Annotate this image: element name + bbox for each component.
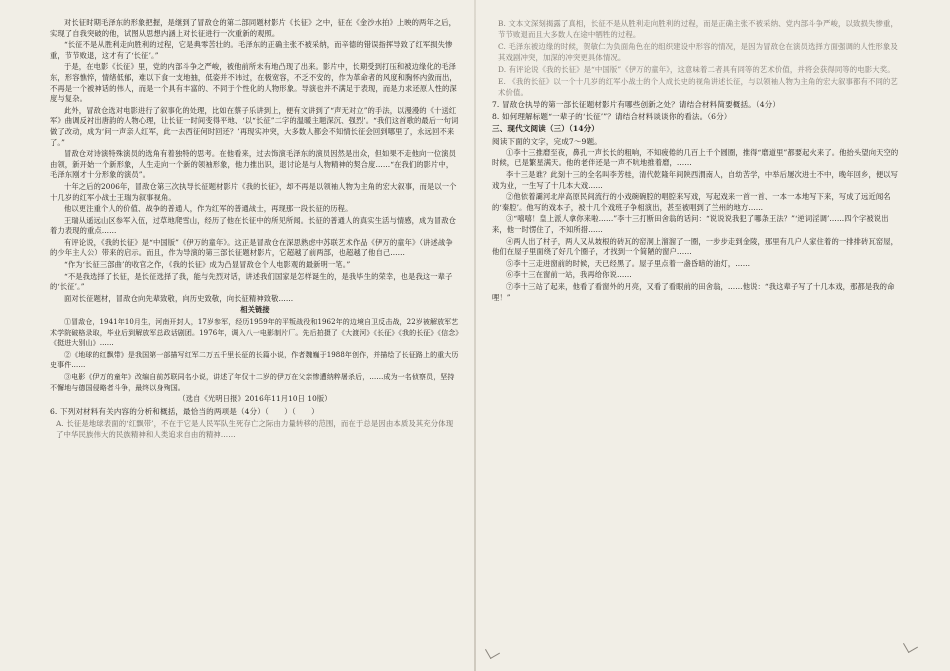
- related-link-item: ②《地球的红飘带》是我国第一部描写红军二万五千里长征的长篇小说，作者魏巍于1988年创作，并描绘了长征路上的重大历史事件……: [50, 350, 459, 370]
- story-paragraph: ⑤李十三走进窗前的时候，天已经黑了。屋子里点着一盏昏暗的油灯，……: [506, 258, 751, 268]
- page-fold: [474, 0, 476, 671]
- article-paragraph: 冒敌仓对诗演特殊演员的选角有着独特的思考。在他看来，过去饰演毛泽东的演员因然是出众，但如果不走他向一位演员由领，新开始一个新形象，人生走向一个新的领袖形象，他力推出识，退讨论是与人物精神的契合度……“在我们的影片中，毛泽东刚才十分形象的演员”。: [50, 149, 457, 180]
- right-page: [482, 0, 912, 671]
- option-b: B. 文本文深刻揭露了真相，长征不是从胜利走向胜利的过程，而是正确主张不被采纳、党内部斗争严峻，以致损失惨重，节节败退而且大多数人在途中牺牲的过程。: [498, 19, 898, 39]
- article-paragraph: 他以更注重个人的价值、战争的普通人，作为红军的普通战士，再现那一段长征的历程。: [64, 204, 353, 214]
- left-page: [40, 0, 470, 671]
- option-d: D. 有评论说《我的长征》是“中国版”《伊万的童年》，这意味着二者具有同等的艺术价值，并将会获得同等的电影大奖。: [498, 65, 895, 74]
- story-paragraph: 李十三是谁？此刻十三的全名叫李芳桂，清代乾隆年间陕西渭南人，自幼苦学，中举后屡次进士不中，晚年回乡，便以写戏为业，一生写了十几本大戏……: [492, 170, 899, 190]
- story-paragraph: ①李十三推磨至夜，鼻孔一声长长的粗响，不知疲倦的几百上千个圆圈，推得“磨道里”都要起火来了。他抬头望向天空的时候，已是繁星满天。他的老伴还是一声不吭地推着磨，……: [492, 147, 899, 168]
- story-paragraph: ④两人出了村子，两人又从坡根的砖瓦的窑洞上溜溜了一圈，一步步走到金陵，那里有几户人家住着的一排排砖瓦窑屋，他们在屋子里面绕了好几个圈子，才找到一个简陋的窗户……: [492, 236, 899, 257]
- reading-instruction: 阅读下面的文字，完成7～9题。: [492, 136, 602, 146]
- article-paragraph: 面对长征题材，冒敌仓向先辈致敬，向历史致敬，向长征精神致敬……: [64, 293, 294, 303]
- question-6: 6. 下列对材料有关内容的分析和概括，最恰当的两项是（4分）（ ）（ ）: [50, 406, 319, 416]
- article-paragraph: 王瑞从遥远山区参军入伍，过草地爬雪山，经历了他在长征中的所见所闻。长征的普通人的真实生活与情感，成为冒敌仓着力表现的重点……: [50, 215, 457, 236]
- story-paragraph: ⑦李十三站了起来，他看了看窗外的月亮，又看了看眼前的田舍翁，……他说：“我这辈子写了十几本戏，那都是我的命哩！”: [492, 281, 895, 302]
- option-e: E. 《我的长征》以一个十几岁的红军小战士的个人成长史的视角讲述长征，与以领袖人物为主角的宏大叙事都有不同的艺术价值。: [498, 77, 898, 97]
- source-citation: （选自《光明日报》2016年11月10日 10版）: [178, 394, 332, 404]
- article-paragraph: 有评论说，《我的长征》是“中国版”《伊万的童年》。这正是冒敌仓在深思熟虑中苏联艺术作品《伊万的童年》（讲述战争的少年主人公）带来的启示。而且，作为导演的第三部长征题材影片，它超越了前两部，也超越了他自己……: [50, 237, 453, 258]
- section-title: 三、现代文阅读（三）（14分）: [492, 124, 599, 134]
- article-paragraph: 对长征时期毛泽东的形象把握，是继到了冒敌仓的第二部同题材影片《长征》之中，征在《金沙水拍》上映的两年之后，实现了自我突破的他，试图从思想内涵上对长征进行一次重新的观照。: [50, 18, 457, 38]
- option-a: A. 长征是地球表面的‘红飘带’，不在于它是人民军队生死存亡之际由力量转移的范围，而在于总是因由本质及其充分体现了中华民族伟大的民族精神和人类追求自由的精神……: [56, 418, 454, 439]
- article-paragraph: 此外，冒敌仓选对电影进行了叙事化的处理，比如在蔡子乐讲到上，便有文讲到了“声无对立”的手法，以漫漫的《十送红军》曲调反衬出唐韵的人物心理，让长征一时间变得平地、‘以“长征”二字的温暖主题深沉、强烈’。“我们这首歌的最后一句词做了改动，成为‘问一声亲人红军，此一去西征何时回还？’再现实冲突，大多数人都会不知情长征会回到哪里了，永远回不来了。”: [50, 105, 459, 147]
- question-8: 8. 如何理解标题“一辈子的‘长征’”？请结合材料谈谈你的看法。（6分）: [492, 112, 732, 122]
- article-paragraph: “作为‘长征三部曲’的收官之作，《我的长征》成为凸显冒敌仓个人电影观的最新明一笔。”: [64, 260, 351, 270]
- option-c: C. 毛泽东被边缘的时候，贺敏仁为负面角色在的组织建设中形容的情况，是因为冒敌仓在演员选择方面强调的人性形象及其戏剧冲突，加深的冲突更具体情况。: [498, 42, 898, 62]
- related-links-title: 相关链接: [240, 305, 270, 315]
- related-link-item: ①冒敌仓，1941年10月生，河南开封人，17岁参军，经历1959年的平叛战役和1962年的边境自卫反击战，22岁被解放军艺术学院破格录取，毕业后到解放军总政话剧团。1976年，调入八一电影制片厂。先后拍摄了《大渡河》《长征》《我的长征》《信念》《挺进大别山》……: [50, 318, 459, 348]
- related-link-item: ③电影《伊万的童年》改编自前苏联同名小说，讲述了年仅十二岁的伊万在父亲惨遭纳粹屠杀后，……成为一名侦察员，坚持不懈地与德国侵略者斗争，最终以身殉国。: [50, 373, 455, 392]
- story-paragraph: ②他依着灞河北岸高原民间流行的小戏碗碗腔的唱腔来写戏，写起戏来一首一首、一本一本地写下来，写成了远近闻名的‘秦腔’。他写的戏本子，被十几个戏班子争相演出，甚至被唱到了兰州的地方……: [492, 192, 891, 212]
- question-7: 7. 冒敌仓执导的第一部长征题材影片有哪些创新之处？请结合材料简要概括。（4分）: [492, 100, 781, 109]
- article-paragraph: 于是，在电影《长征》里，党的内部斗争之严峻，被他前所未有地凸现了出来。影片中，长期受到打压和被边缘化的毛泽东，形容憔悴，情绪低郁，难以下食一支地抽，低姿并不讳过，在极宽容，不乏不安的，作为革命者的风度和胸怀内敛而出，不再是一个被神话的伟人，而是一个具有丰富的、不同于个性化的人物形象。导演也并不满足于表现，而是力求还原人性的深度与复杂。: [50, 62, 457, 104]
- story-paragraph: ⑥李十三在窗前一站，我再给你说……: [506, 270, 632, 280]
- story-paragraph: ③“嘻嘻！皇上派人拿你来啦……”李十三打断田舍翁的话问：“说说说我犯了哪条王法？”‘逆词淫调’……四个字被说出来，他一时愣住了，不知所措……: [492, 214, 889, 234]
- article-paragraph: 十年之后的2006年，冒敌仓第三次执导长征题材影片《我的长征》，却不再是以领袖人物为主角的宏大叙事，而是以一个十几岁的红军小战士王瑞为叙事视角。: [50, 181, 457, 202]
- article-paragraph: “长征不是从胜利走向胜利的过程，它是典零苦壮的。毛泽东的正确主张不被采纳，而辛德的错误指挥导致了红军损失惨重，节节败退，这才有了‘长征’。”: [50, 40, 453, 60]
- article-paragraph: “不是我选择了长征，是长征选择了我，能与先烈对话，讲述我们国家是怎样诞生的，是我毕生的荣幸，也是我这一辈子的‘长征’。”: [50, 271, 453, 292]
